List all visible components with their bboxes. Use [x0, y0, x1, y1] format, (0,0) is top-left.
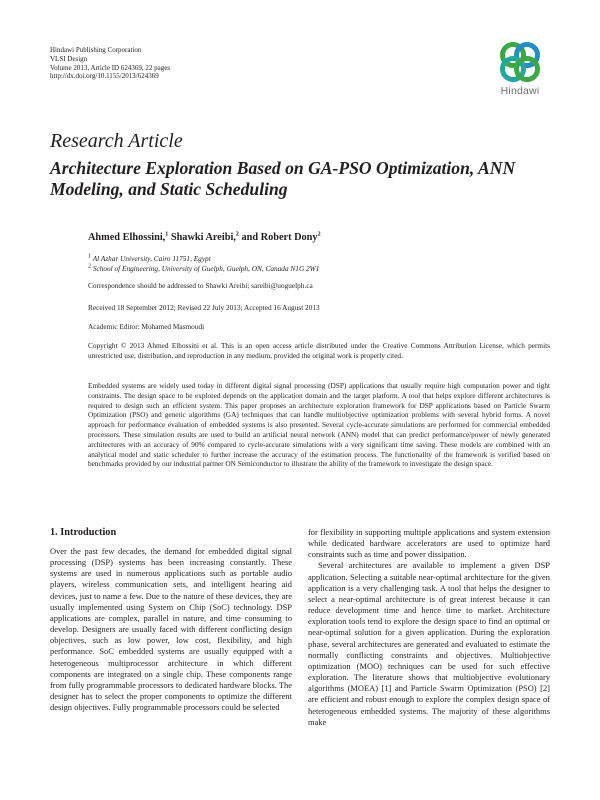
author-name: Shawki Areibi, [170, 232, 236, 243]
logo-text: Hindawi [500, 85, 540, 97]
publisher-name: Hindawi Publishing Corporation [50, 46, 142, 54]
volume-info: Volume 2013, Article ID 624369, 22 pages [50, 63, 171, 72]
article-dates: Received 18 September 2012; Revised 22 July 2013; Accepted 16 August 2013 [88, 303, 320, 312]
hindawi-logo [490, 40, 550, 102]
author-affiliation-mark: 2 [317, 231, 321, 238]
author-affiliation-mark: 2 [235, 231, 239, 238]
correspondence: Correspondence should be addressed to Shawki Areibi; sareibi@uoguelph.ca [88, 281, 313, 290]
author-list [88, 232, 321, 243]
section-heading: 1. Introduction [50, 527, 117, 538]
article-type: Research Article [50, 130, 183, 152]
affiliation-mark: 1 [88, 253, 91, 260]
journal-name: VLSI Design [50, 54, 88, 63]
author-name: Ahmed Elhossini, [88, 232, 166, 243]
publisher-info [50, 46, 170, 81]
body-paragraph: Several architectures are available to implement a given DSP application. Selecting a suitable near-optimal architecture for the given application is a very challenging task. A tool that helps the designer to select a near-optimal architecture is of great interest because it can reduce development time and hence time to market. Architecture exploration tools tend to explore the design space to find an optimal or near-optimal solution for a given application. During the exploration phase, several architectures are generated and evaluated to estimate the normally conflicting constraints and objectives. Multiobjective optimization (MOO) techniques can be used for such effective exploration. The literature shows that multiobjective evolutionary algorithms (MOEA) [1] and Particle Swarm Optimization (PSO) [2] are efficient and robust enough to explore the complex design space of heterogeneous embedded systems. The majority of these algorithms make [308, 560, 550, 727]
affiliation: School of Engineering, University of Guelph, Guelph, ON, Canada N1G 2W1 [92, 264, 320, 273]
body-paragraph: Over the past few decades, the demand for embedded digital signal processing (DSP) systems has been increasing constantly. These systems are used in numerous applications such as portable audio players, wireless communication sets, and intelligent hearing aid devices, just to name a few. Due to the nature of these devices, they are usually implemented using System on Chip (SoC) technology. DSP applications are complex, parallel in nature, and time consuming to develop. Designers are usually faced with different conflicting design objectives, such as low power, low cost, flexibility, and high performance. SoC embedded systems are usually equipped with a heterogeneous multiprocessor architecture in which different components are integrated on a single chip. These components range from fully programmable processors to dedicated hardware blocks. The designer has to select the proper components to optimize the different design objectives. Fully programmable processors could be selected [50, 546, 292, 713]
author-affiliation-mark: 1 [165, 231, 169, 238]
affiliations [88, 254, 319, 274]
doi-link[interactable]: http://dx.doi.org/10.1155/2013/624369 [50, 72, 159, 81]
affiliation: Al Azhar University, Cairo 11751, Egypt [92, 254, 211, 263]
abstract: Embedded systems are widely used today in different digital signal processing (DSP) applications that usually require high computation power and tight constraints. The design space to be explored depends on the application domain and the target platform. A tool that helps explore different architectures is required to design such an efficient system. This paper proposes an architecture exploration framework for DSP applications based on Particle Swarm Optimization (PSO) and genetic algorithms (GA) techniques that can handle multiobjective optimization problems with several hybrid forms. A novel approach for performance evaluation of embedded systems is also presented. Several cycle-accurate simulations are performed for commercial embedded processors. These simulation results are used to build an artificial neural network (ANN) model that can predict performance/power of newly generated architectures with an accuracy of 90% compared to cycle-accurate simulations with a very significant time saving. These models are combined with an analytical model and static scheduler to further increase the accuracy of the estimation process. The functionality of the framework is verified based on benchmarks provided by our industrial partner ON Semiconductor to illustrate the ability of the framework to investigate the design space. [88, 381, 550, 469]
academic-editor: Academic Editor: Mohamed Masmoudi [88, 322, 205, 331]
author-name: and Robert Dony [241, 232, 318, 243]
body-column-right [308, 527, 550, 728]
paper-title: Architecture Exploration Based on GA-PSO Optimization, ANN Modeling, and Static Scheduling [50, 158, 516, 199]
copyright-notice: Copyright © 2013 Ahmed Elhossini et al. This is an open access article distributed under the Creative Commons Attribution License, which permits unrestricted use, distribution, and reproduction in any medium, provided the original work is properly cited. [88, 341, 550, 360]
affiliation-mark: 2 [88, 263, 91, 270]
body-paragraph: for flexibility in supporting multiple applications and system extension while dedicated hardware accelerators are used to optimize hard constraints such as time and power dissipation. [308, 527, 550, 560]
body-column-left [50, 546, 292, 713]
hindawi-logo-icon [498, 40, 542, 84]
